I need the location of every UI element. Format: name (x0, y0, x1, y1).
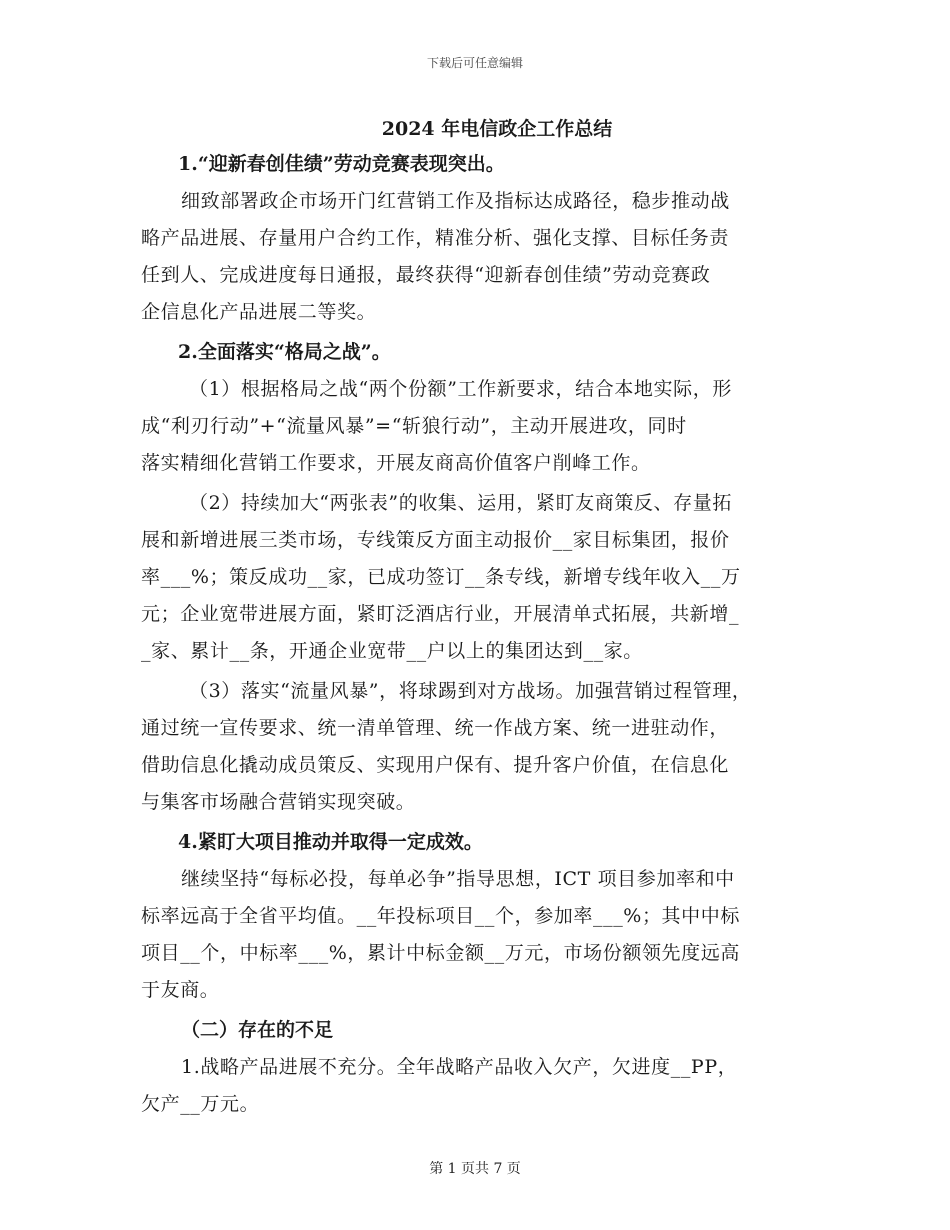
paragraph (141, 673, 813, 821)
paragraph-line: 于友商。 (141, 979, 220, 1001)
section-heading-2: 2.全面落实“格局之战”。 (178, 341, 391, 363)
paragraph-line: 欠产__万元。 (141, 1093, 260, 1115)
paragraph-line: 细致部署政企市场开门红营销工作及指标达成路径，稳步推动战 (181, 190, 730, 212)
paragraph-line: 率___%；策反成功__家，已成功签订__条专线，新增专线年收入__万 (141, 566, 741, 588)
document-body (141, 112, 813, 1126)
paragraph-line: 展和新增进展三类市场，专线策反方面主动报价__家目标集团，报价 (141, 529, 730, 551)
paragraph (141, 183, 813, 331)
paragraph-line: 与集客市场融合营销实现突破。 (141, 791, 416, 813)
paragraph-line: _家、累计__条，开通企业宽带__户以上的集团达到__家。 (141, 640, 643, 662)
paragraph-line: 借助信息化撬动成员策反、实现用户保有、提升客户价值，在信息化 (141, 754, 730, 776)
paragraph-line: 继续坚持“每标必投，每单必争”指导思想，ICT 项目参加率和中 (181, 868, 735, 890)
paragraph (141, 371, 813, 482)
paragraph-line: 任到人、完成进度每日通报，最终获得“迎新春创佳绩”劳动竞赛政 (141, 264, 711, 286)
paragraph (141, 861, 813, 1009)
page-number-footer: 第 1 页共 7 页 (429, 1161, 521, 1177)
section-heading-1: 1.“迎新春创佳绩”劳动竞赛表现突出。 (178, 153, 505, 175)
paragraph-line: 1.战略产品进展不充分。全年战略产品收入欠产，欠进度__PP， (181, 1056, 738, 1078)
paragraph-line: 项目__个，中标率___%，累计中标金额__万元，市场份额领先度远高 (141, 942, 740, 964)
paragraph-line: 企信息化产品进展二等奖。 (141, 301, 377, 323)
page-header-note: 下载后可任意编辑 (426, 56, 523, 70)
paragraph-line: （1）根据格局之战“两个份额”工作新要求，结合本地实际，形 (189, 378, 732, 400)
paragraph-line: 元；企业宽带进展方面，紧盯泛酒店行业，开展清单式拓展，共新增_ (141, 603, 740, 625)
paragraph-line: 成“利刃行动”+“流量风暴”=“斩狼行动”，主动开展进攻，同时 (141, 415, 687, 437)
paragraph-line: 落实精细化营销工作要求，开展友商高价值客户削峰工作。 (141, 452, 651, 474)
paragraph-line: 略产品进展、存量用户合约工作，精准分析、强化支撑、目标任务责 (141, 227, 730, 249)
paragraph-line: （2）持续加大“两张表”的收集、运用，紧盯友商策反、存量拓 (189, 492, 732, 514)
paragraph (141, 485, 813, 670)
paragraph (141, 1049, 813, 1123)
paragraph-line: （3）落实“流量风暴”，将球踢到对方战场。加强营销过程管理， (189, 680, 752, 702)
paragraph-line: 通过统一宣传要求、统一清单管理、统一作战方案、统一进驻动作， (141, 717, 730, 739)
document-title: 2024 年电信政企工作总结 (381, 118, 613, 140)
subsection-heading: （二）存在的不足 (181, 1019, 334, 1041)
paragraph-line: 标率远高于全省平均值。__年投标项目__个，参加率___%；其中中标 (141, 905, 740, 927)
section-heading-4: 4.紧盯大项目推动并取得一定成效。 (178, 831, 483, 853)
